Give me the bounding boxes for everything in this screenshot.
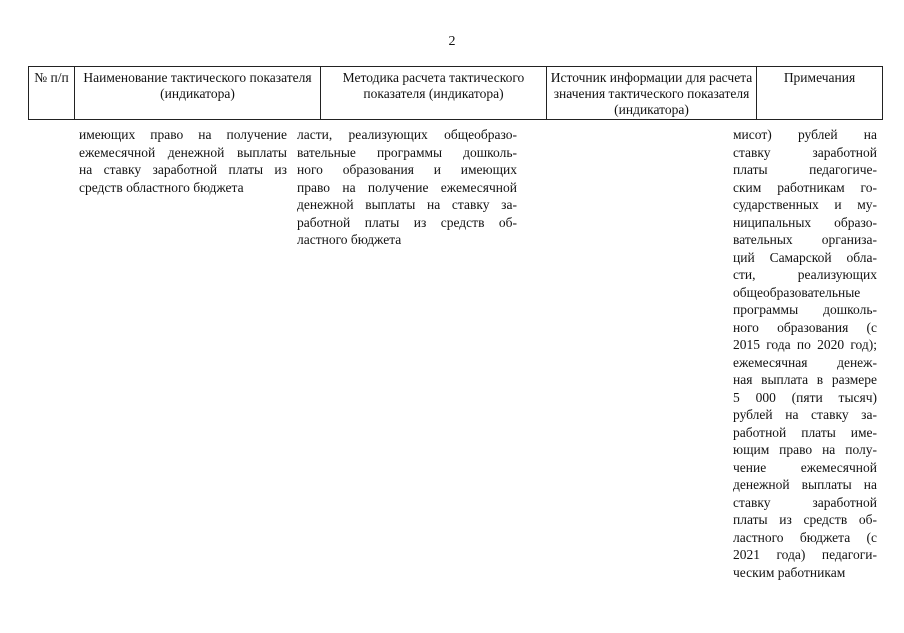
text-line: ющим право на полу- xyxy=(733,442,877,457)
text-line: мисот) рублей на xyxy=(733,127,877,142)
text-line: платы педагогиче- xyxy=(733,162,877,177)
text-line: имеющих право на получение xyxy=(79,127,287,142)
text-line: вательных организа- xyxy=(733,232,877,247)
header-indicator-name: Наименование тактического показателя (индикатора) xyxy=(75,67,321,119)
text-line: программы дошколь- xyxy=(733,302,877,317)
text-line: на ставку заработной платы из xyxy=(79,162,287,177)
text-line: ежемесячной денежной выплаты xyxy=(79,144,287,160)
text-line: ежемесячная денеж- xyxy=(733,354,877,370)
text-line: ставку заработной xyxy=(733,494,877,510)
table-header-row xyxy=(28,66,883,120)
text-line: рублей на ставку за- xyxy=(733,407,877,422)
text-line: ластного бюджета xyxy=(297,232,402,247)
page-number: 2 xyxy=(448,34,456,49)
text-line: ластного бюджета (с xyxy=(733,529,877,545)
cell-notes xyxy=(733,126,877,581)
header-number: № п/п xyxy=(29,67,75,119)
text-line: ласти, реализующих общеобразо- xyxy=(297,127,517,142)
text-line: работной платы име- xyxy=(733,424,877,440)
text-line: платы из средств об- xyxy=(733,512,877,527)
text-line: 2021 года) педагоги- xyxy=(733,547,877,562)
text-line: ная выплата в размере xyxy=(733,372,877,387)
text-line: ного образования (с xyxy=(733,319,877,335)
text-line: чение ежемесячной xyxy=(733,459,877,475)
text-line: денежной выплаты на xyxy=(733,477,877,492)
text-line: общеобразовательные xyxy=(733,284,861,300)
cell-calculation-method xyxy=(297,126,517,249)
text-line: денежной выплаты на ставку за- xyxy=(297,197,517,212)
text-line: ческим работникам xyxy=(733,564,846,580)
text-line: 5 000 (пяти тысяч) xyxy=(733,389,877,405)
header-calculation-method: Методика расчета тактического показателя (индикатора) xyxy=(321,67,547,119)
text-line: работной платы из средств об- xyxy=(297,214,517,230)
text-line: сти, реализующих xyxy=(733,267,877,282)
text-line: ским работникам го- xyxy=(733,179,877,195)
header-notes: Примечания xyxy=(783,70,856,85)
text-line: 2015 года по 2020 год); xyxy=(733,337,877,352)
text-line: сударственных и му- xyxy=(733,197,877,212)
text-line: ций Самарской обла- xyxy=(733,249,877,265)
cell-indicator-name xyxy=(79,126,287,196)
text-line: ниципальных образо- xyxy=(733,214,877,230)
text-line: вательные программы дошколь- xyxy=(297,144,517,160)
text-line: право на получение ежемесячной xyxy=(297,179,517,195)
text-line: ного образования и имеющих xyxy=(297,162,517,177)
header-information-source: Источник информации для расчета значения тактического показателя (индикатора) xyxy=(547,67,757,119)
text-line: средств областного бюджета xyxy=(79,179,244,195)
text-line: ставку заработной xyxy=(733,144,877,160)
